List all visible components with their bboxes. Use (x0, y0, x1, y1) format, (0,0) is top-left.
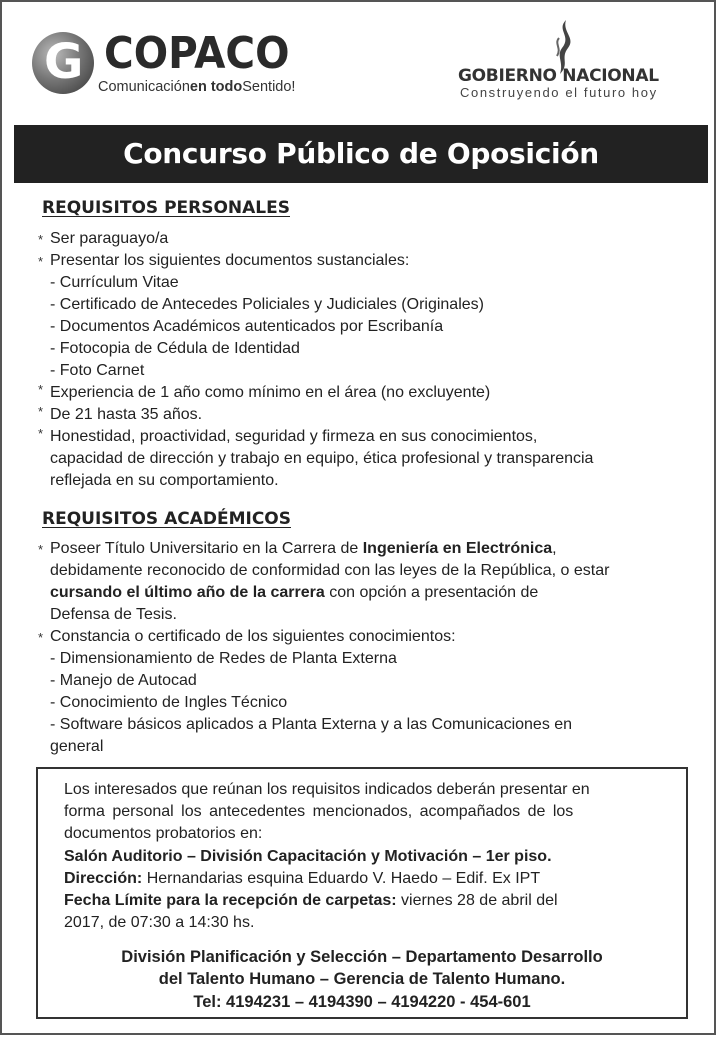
copaco-tagline: Comunicaciónen todoSentido! (98, 79, 296, 95)
gobierno-name: GOBIERNO NACIONAL (458, 66, 659, 86)
list-item: - Dimensionamiento de Redes de Planta Externa (50, 650, 397, 667)
bullet-star-icon: * (38, 382, 44, 397)
list-item: Experiencia de 1 año como mínimo en el área (no excluyente) (50, 384, 491, 401)
list-item: Honestidad, proactividad, seguridad y firmeza en sus conocimientos, (50, 428, 538, 445)
copaco-name: COPACO (104, 28, 290, 79)
list-item: - Fotocopia de Cédula de Identidad (50, 340, 300, 357)
list-item: - Conocimiento de Ingles Técnico (50, 694, 288, 711)
contact-department: División Planificación y Selección – Departamento Desarrollo (121, 948, 603, 966)
list-item: Constancia o certificado de los siguientes conocimientos: (50, 628, 456, 645)
bullet-star-icon: * (38, 404, 44, 419)
bullet-star-icon: * (38, 630, 44, 645)
list-item: - Software básicos aplicados a Planta Externa y a las Comunicaciones en (50, 716, 573, 733)
contact-management: del Talento Humano – Gerencia de Talento Humano. (158, 970, 566, 988)
section-heading-personales: REQUISITOS PERSONALES (42, 198, 290, 218)
list-item-continued: debidamente reconocido de conformidad con las leyes de la República, o estar (50, 562, 610, 579)
copaco-emblem-icon (32, 32, 94, 94)
info-deadline-time: 2017, de 07:30 a 14:30 hs. (64, 914, 255, 931)
list-item: De 21 hasta 35 años. (50, 406, 203, 423)
info-text: Los interesados que reúnan los requisitos indicados deberán presentar en (64, 781, 590, 798)
list-item-continued: general (50, 738, 104, 755)
copaco-emblem-letter: G (44, 34, 84, 90)
gobierno-nacional-logo (458, 18, 684, 108)
page-title: Concurso Público de Oposición (123, 137, 599, 170)
list-item: Ser paraguayo/a (50, 230, 169, 247)
info-deadline: Fecha Límite para la recepción de carpetas: viernes 28 de abril del (64, 892, 558, 909)
list-item-continued: Defensa de Tesis. (50, 606, 177, 623)
info-text: documentos probatorios en: (64, 825, 263, 842)
bullet-star-icon: * (38, 232, 44, 247)
contact-phones: Tel: 4194231 – 4194390 – 4194220 - 454-601 (193, 993, 531, 1011)
list-item: - Documentos Académicos autenticados por Escribanía (50, 318, 444, 335)
list-item: - Certificado de Antecedes Policiales y Judiciales (Originales) (50, 296, 484, 313)
list-item: - Currículum Vitae (50, 274, 179, 291)
list-item: - Manejo de Autocad (50, 672, 197, 689)
gobierno-motto: Construyendo el futuro hoy (460, 85, 658, 100)
title-banner (14, 125, 708, 183)
list-item-continued: cursando el último año de la carrera con opción a presentación de (50, 584, 539, 601)
bullet-star-icon: * (38, 426, 44, 441)
bullet-star-icon: * (38, 542, 44, 557)
info-address: Dirección: Hernandarias esquina Eduardo V. Haedo – Edif. Ex IPT (64, 870, 541, 887)
list-item: - Foto Carnet (50, 362, 145, 379)
info-location: Salón Auditorio – División Capacitación y Motivación – 1er piso. (64, 848, 552, 865)
list-item: Poseer Título Universitario en la Carrera de Ingeniería en Electrónica, (50, 540, 557, 557)
list-item-continued: capacidad de dirección y trabajo en equipo, ética profesional y transparencia (50, 450, 594, 467)
list-item: Presentar los siguientes documentos sustanciales: (50, 252, 410, 269)
submission-info-box (36, 767, 688, 1019)
info-text: forma personal los antecedentes mencionados, acompañados de los (64, 803, 574, 820)
list-item-continued: reflejada en su comportamiento. (50, 472, 279, 489)
bullet-star-icon: * (38, 254, 44, 269)
section-heading-academicos: REQUISITOS ACADÉMICOS (42, 509, 291, 529)
